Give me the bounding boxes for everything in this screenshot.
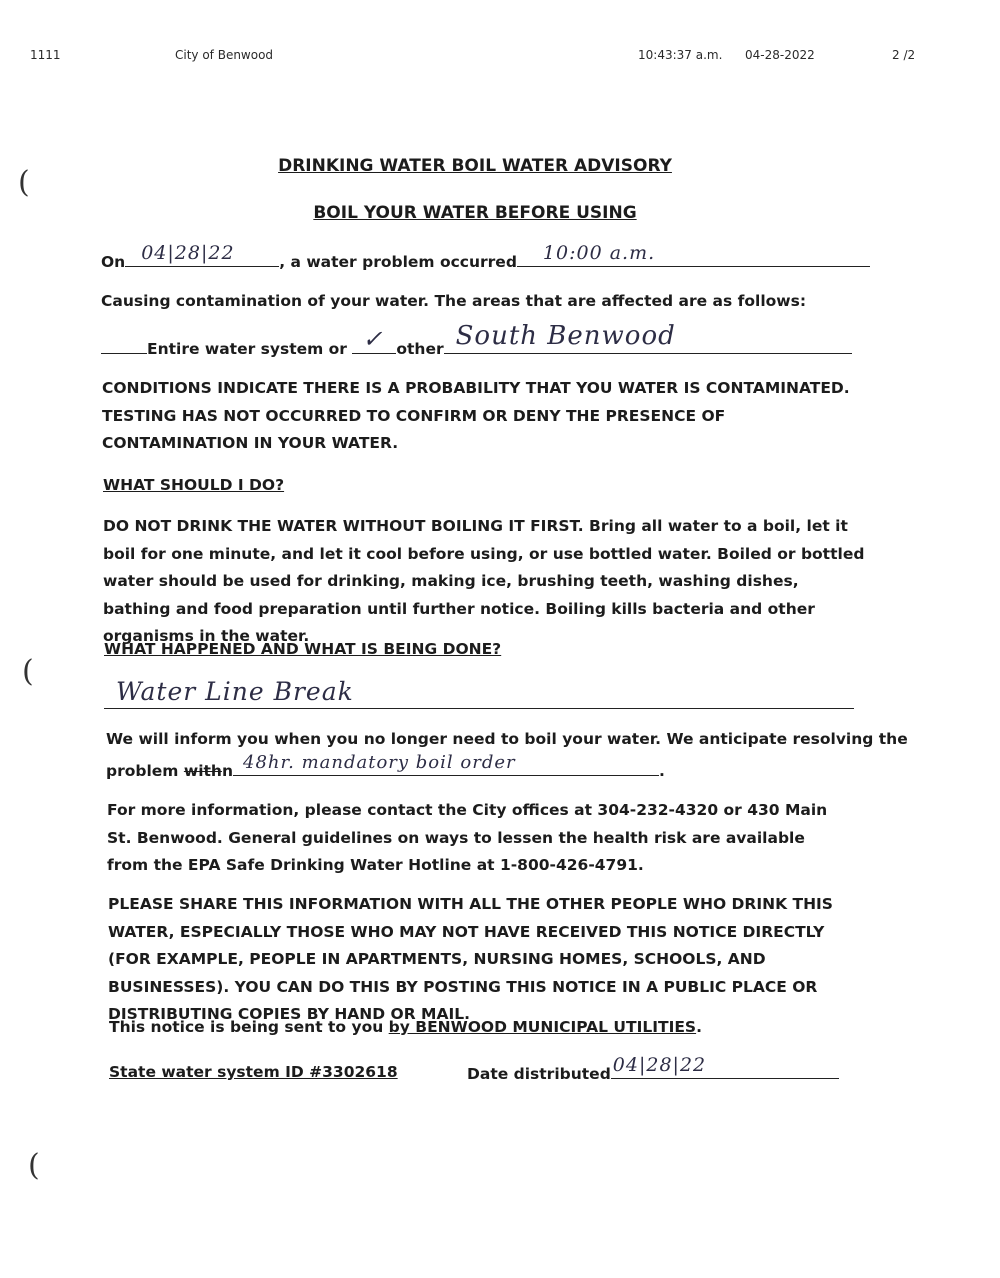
fax-page: 2 /2 [892,48,916,62]
advisory-subtitle: BOIL YOUR WATER BEFORE USING [313,203,637,223]
what-should-heading: WHAT SHOULD I DO? [103,476,285,494]
other-field [444,321,852,354]
what-happened-line [104,676,854,713]
distributed-label: Date distributed [467,1065,611,1083]
struck-word: with [183,762,222,780]
hole-punch-mark-top: ( [18,165,30,200]
other-handwritten: South Benwood [455,321,676,351]
fax-date: 04-28-2022 [745,48,815,62]
notice-end: . [696,1018,702,1036]
resolution-field [233,752,659,776]
problem-label: problem [106,762,179,780]
other-label: other [396,340,444,358]
occurred-label: , a water problem occurred [279,253,517,271]
system-id: State water system ID #3302618 [109,1063,398,1081]
date-field [125,242,279,267]
share-paragraph: PLEASE SHARE THIS INFORMATION WITH ALL THE OTHER PEOPLE WHO DRINK THIS WATER, ESPECIALLY THOSE WHO MAY NOT HAVE RECEIVED THIS NOTICE DIRECTLY (FOR EXAMPLE, PEOPLE IN APARTMENTS, NURSING HOMES, SCHOOLS, AND BUSINESSES). YOU CAN DO THIS BY POSTING THIS NOTICE IN A PUBLIC PLACE OR DISTRIBUTING COPIES BY HAND OR MAIL. [108,895,833,1023]
resolution-handwritten: 48hr. mandatory boil order [243,752,516,773]
date-handwritten: 04|28|22 [141,242,235,264]
areas-line [101,321,852,358]
entire-system-blank [101,335,147,354]
notice-prefix: This notice is being sent to you [109,1018,389,1036]
notice-line [109,1018,702,1036]
distributed-handwritten: 04|28|22 [612,1054,707,1076]
causing-text: Causing contamination of your water. The areas that are affected are as follows: [101,292,807,310]
notice-sender: by BENWOOD MUNICIPAL UTILITIES [388,1018,697,1036]
on-label: On [101,253,126,271]
struck-suffix: n [221,762,233,780]
inform-line-2 [106,752,665,780]
distributed-field [611,1054,839,1079]
advisory-title: DRINKING WATER BOIL WATER ADVISORY [278,156,672,176]
hole-punch-mark-middle: ( [22,654,34,689]
fax-number: 1111 [30,48,61,62]
other-check-blank [352,325,396,354]
inform-end: . [659,762,665,780]
distributed-line [467,1054,839,1083]
fax-time: 10:43:37 a.m. [638,48,723,62]
instructions-paragraph: DO NOT DRINK THE WATER WITHOUT BOILING IT FIRST. Bring all water to a boil, let it boil for one minute, and let it cool before using, or use bottled water. Boiled or bottled water should be used for drinking, making ice, brushing teeth, washing dishes, bathing and food preparation until further notice. Boiling kills bacteria and other organisms in the water. [103,517,865,645]
occurrence-line [101,242,870,271]
hole-punch-mark-bottom: ( [28,1148,40,1183]
time-handwritten: 10:00 a.m. [542,242,656,264]
what-happened-heading: WHAT HAPPENED AND WHAT IS BEING DONE? [104,640,502,658]
inform-line-1: We will inform you when you no longer need to boil your water. We anticipate resolving the [106,730,908,748]
time-field [517,242,870,267]
conditions-paragraph: CONDITIONS INDICATE THERE IS A PROBABILITY THAT YOU WATER IS CONTAMINATED. TESTING HAS NOT OCCURRED TO CONFIRM OR DENY THE PRESENCE OF CONTAMINATION IN YOUR WATER. [102,379,850,452]
more-info-paragraph: For more information, please contact the City offices at 304-232-4320 or 430 Main St. Benwood. General guidelines on ways to lessen the health risk are available from the EPA Safe Drinking Water Hotline at 1-800-426-4791. [107,801,828,874]
fax-sender: City of Benwood [175,48,274,62]
what-happened-handwritten: Water Line Break [116,677,354,706]
entire-system-label: Entire water system or [147,340,347,358]
what-happened-field [104,676,854,709]
check-mark: ✓ [362,325,384,353]
